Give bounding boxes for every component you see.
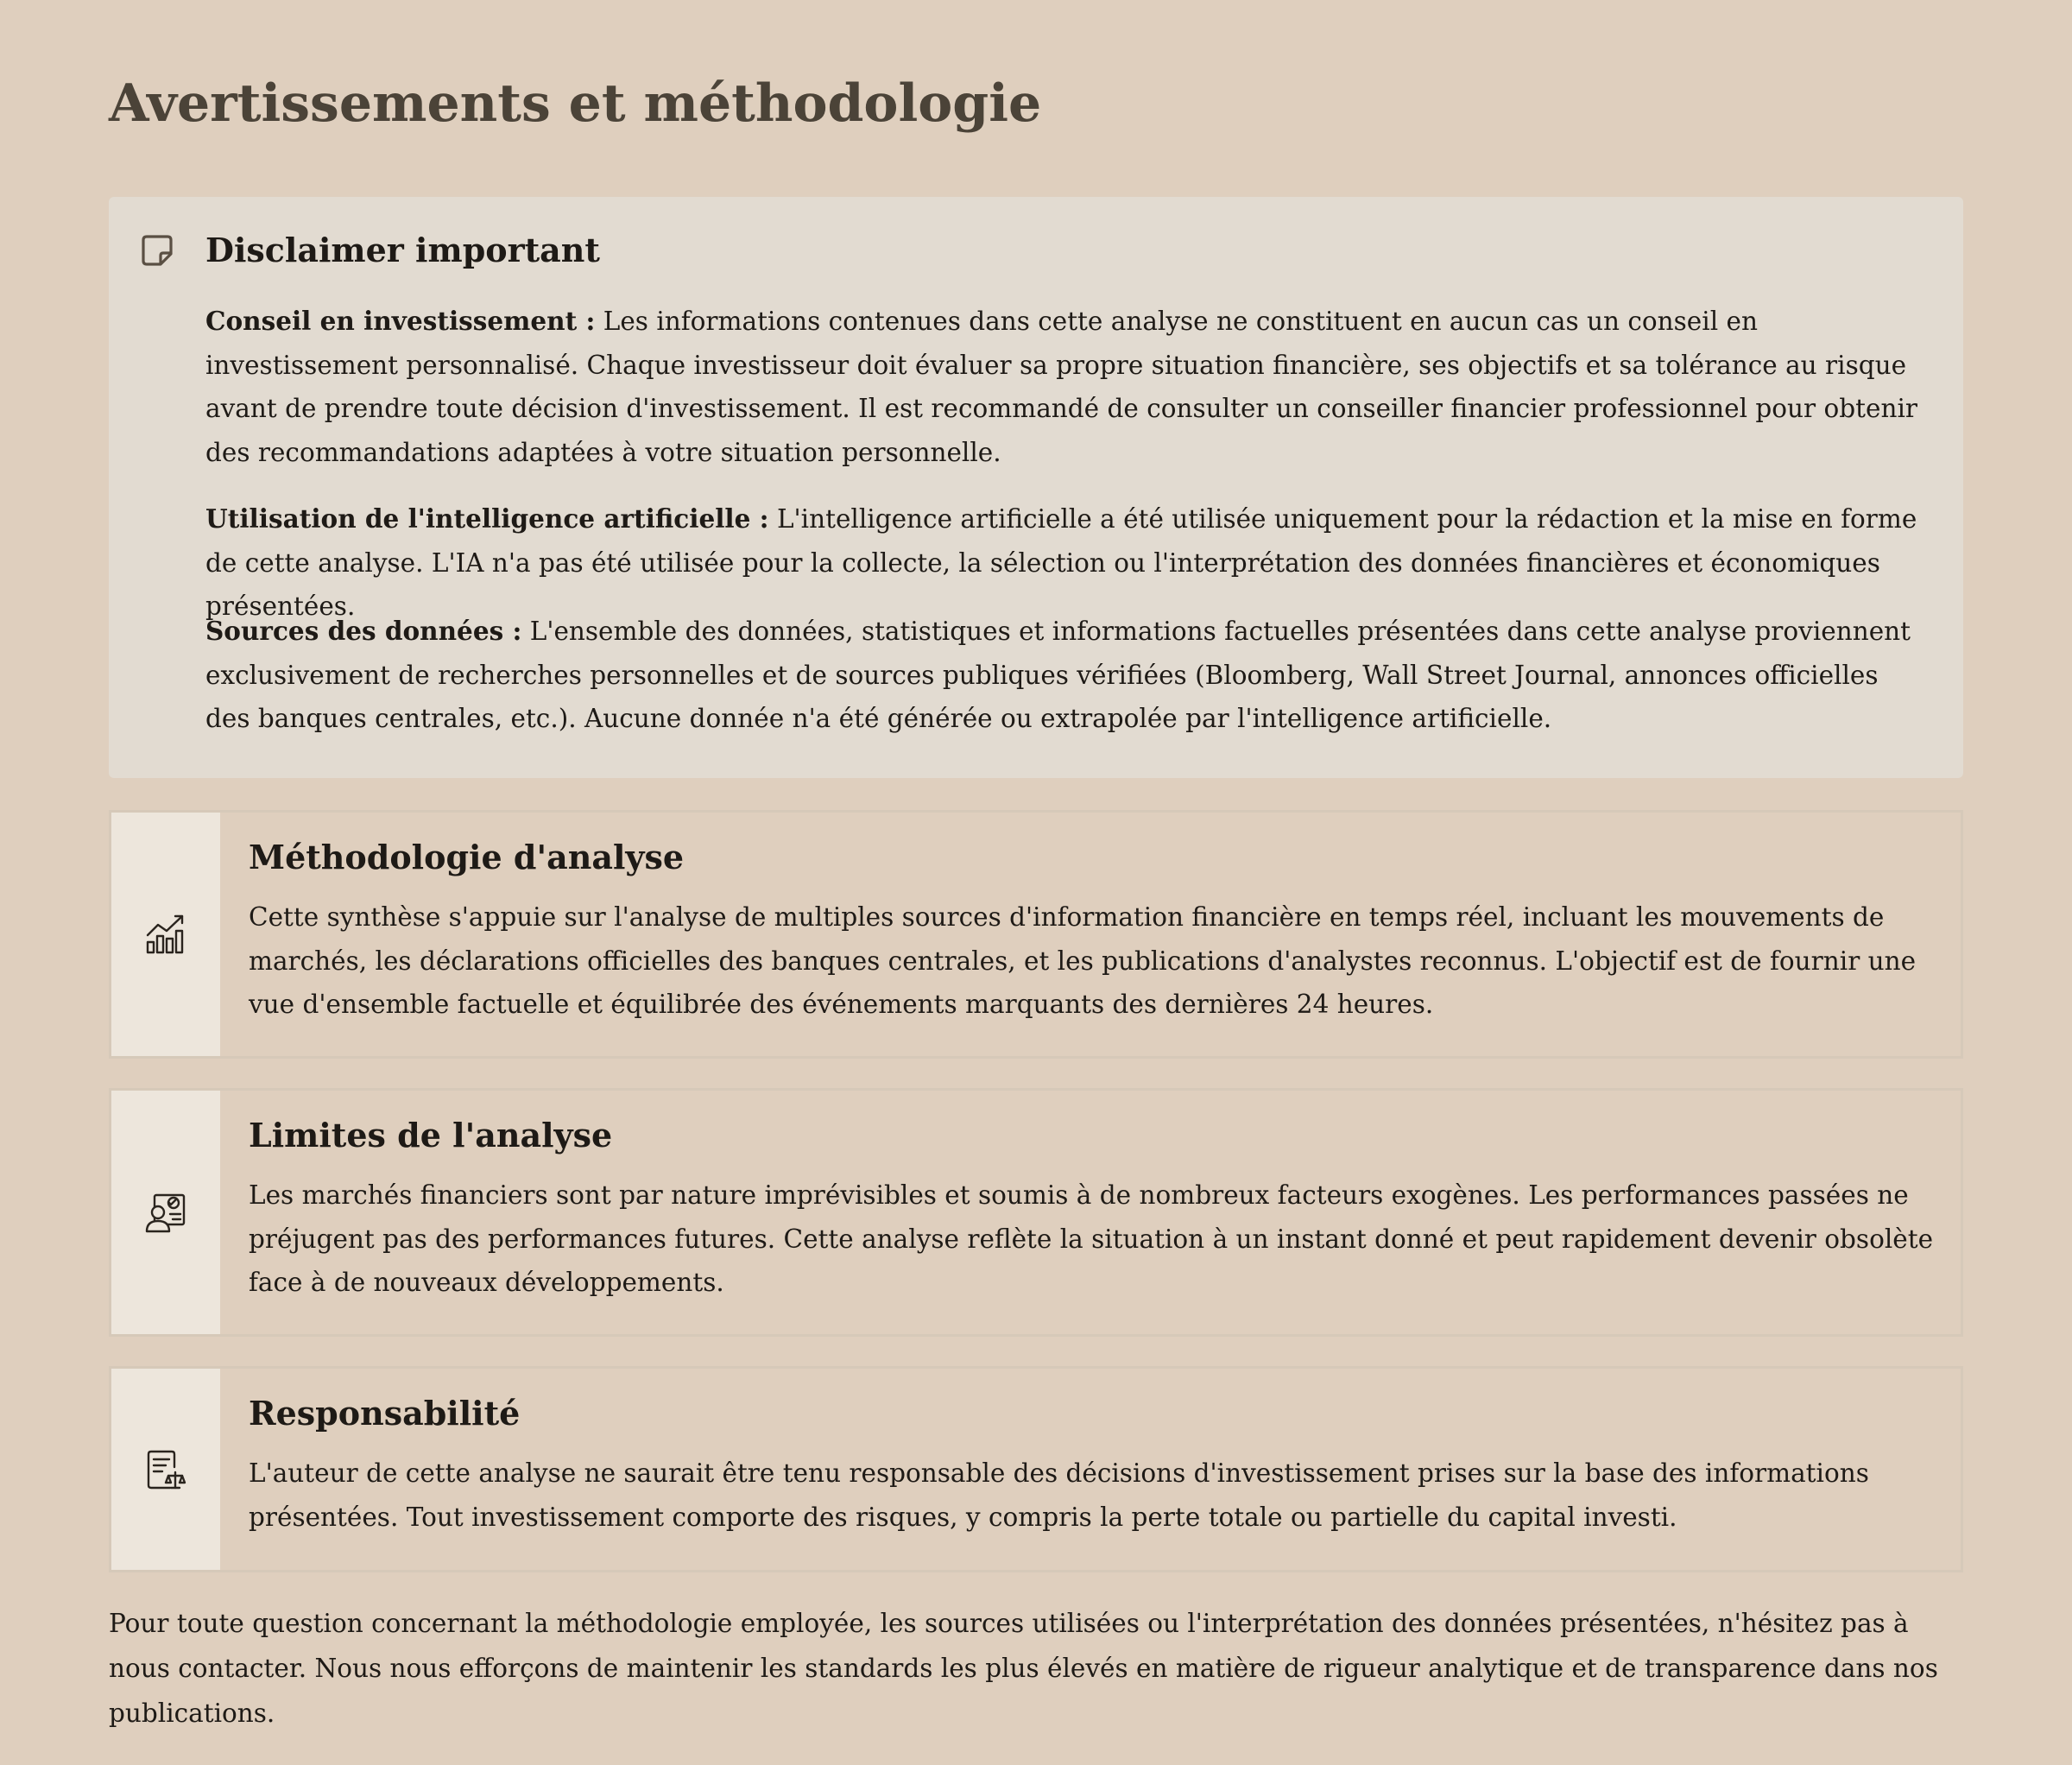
footer-contact-text: Pour toute question concernant la méthodologie employée, les sources utilisées ou l'interprétation des données présentées, n'hésitez pas à nous contacter. Nous nous efforçons de maintenir les standards les plus élevés en matière de rigueur analytique et de transparence dans nos publications.: [109, 1609, 1938, 1728]
disclaimer-box: [109, 197, 1963, 778]
responsibility-card: [109, 1366, 1963, 1572]
section-label: Utilisation de l'intelligence artificielle :: [205, 503, 769, 534]
user-checklist-icon: [144, 1192, 187, 1235]
sticky-note-icon: [140, 233, 174, 268]
section-text: Les informations contenues dans cette analyse ne constituent en aucun cas un conseil en investissement personnalisé. Chaque investisseur doit évaluer sa propre situation financière, ses objectifs et sa tolérance au risque avant de prendre toute décision d'investissement. Il est recommandé de consulter un conseiller financier professionnel pour obtenir des recommandations adaptées à votre situation personnelle.: [205, 307, 1918, 467]
growth-chart-icon: [144, 913, 187, 956]
card-icon-column: [111, 1369, 220, 1570]
disclaimer-investment-advice: [205, 300, 1924, 474]
methodology-card: [109, 810, 1963, 1059]
card-title: Limites de l'analyse: [249, 1116, 613, 1155]
card-text: Les marchés financiers sont par nature imprévisibles et soumis à de nombreux facteurs exogènes. Les performances passées ne préjugent pas des performances futures. Cette analyse reflète la situation à un instant donné et peut rapidement devenir obsolète face à de nouveaux développements.: [249, 1180, 1934, 1297]
section-label: Conseil en investissement :: [205, 306, 596, 336]
card-icon-column: [111, 813, 220, 1056]
disclaimer-ai-usage: [205, 497, 1924, 629]
section-text: L'intelligence artificielle a été utilisée uniquement pour la rédaction et la mise en forme de cette analyse. L'IA n'a pas été utilisée pour la collecte, la sélection ou l'interprétation des données financières et économiques présentées.: [205, 504, 1917, 621]
limits-card: [109, 1088, 1963, 1337]
section-text: L'ensemble des données, statistiques et informations factuelles présentées dans cette analyse proviennent exclusivement de recherches personnelles et de sources publiques vérifiées (Bloomberg, Wall Street Journal, annonces officielles des banques centrales, etc.). Aucune donnée n'a été générée ou extrapolée par l'intelligence artificielle.: [205, 617, 1911, 733]
card-text: L'auteur de cette analyse ne saurait être tenu responsable des décisions d'investissement prises sur la base des informations présentées. Tout investissement comporte des risques, y compris la perte totale ou partielle du capital investi.: [249, 1458, 1869, 1532]
section-label: Sources des données :: [205, 616, 522, 646]
disclaimer-title: Disclaimer important: [205, 231, 600, 269]
card-icon-column: [111, 1091, 220, 1334]
card-title: Responsabilité: [249, 1394, 521, 1433]
card-title: Méthodologie d'analyse: [249, 838, 685, 876]
disclaimer-data-sources: [205, 610, 1924, 741]
page-title: Avertissements et méthodologie: [109, 73, 1042, 134]
document-scales-icon: [144, 1448, 187, 1491]
card-text: Cette synthèse s'appuie sur l'analyse de multiples sources d'information financière en temps réel, incluant les mouvements de marchés, les déclarations officielles des banques centrales, et les publications d'analystes reconnus. L'objectif est de fournir une vue d'ensemble factuelle et équilibrée des événements marquants des dernières 24 heures.: [249, 902, 1917, 1019]
